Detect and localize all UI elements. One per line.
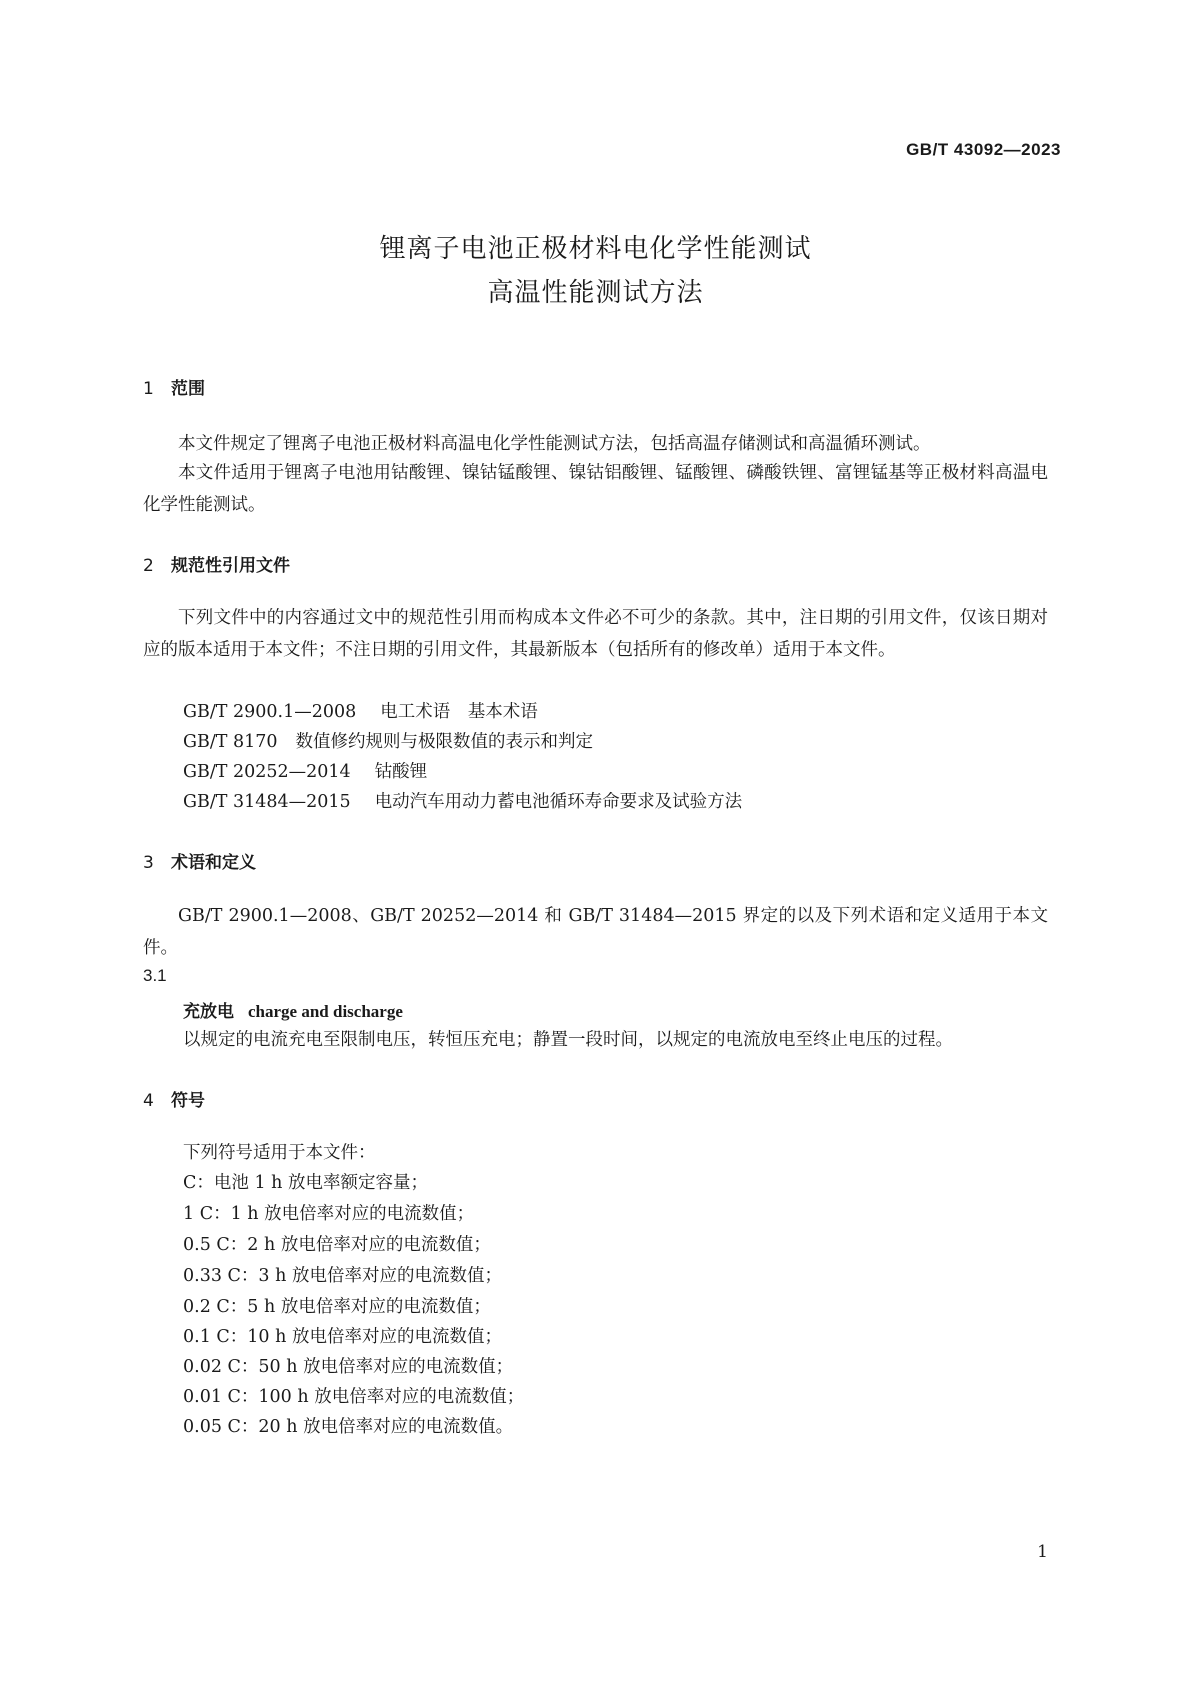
- symbol-item: 0.05 C：20 h 放电倍率对应的电流数值。: [183, 1417, 514, 1437]
- reference-title: 电动汽车用动力蓄电池循环寿命要求及试验方法: [374, 792, 743, 812]
- reference-title: 电工术语 基本术语: [380, 702, 538, 722]
- section-2-heading: [143, 551, 290, 576]
- reference-code: GB/T 2900.1—2008: [183, 702, 357, 722]
- section-4-heading: [143, 1086, 205, 1111]
- section-title: 规范性引用文件: [171, 556, 290, 576]
- symbol-item: C：电池 1 h 放电率额定容量；: [183, 1173, 428, 1193]
- section-number: 3: [143, 853, 154, 873]
- document-title-line2: 高温性能测试方法: [487, 278, 704, 308]
- section-1-heading: [143, 374, 205, 399]
- reference-code: GB/T 20252—2014: [183, 762, 351, 782]
- standard-number: GB/T 43092—2023: [906, 140, 1061, 159]
- term-chinese: 充放电: [183, 1002, 234, 1022]
- section-title: 符号: [171, 1091, 205, 1111]
- symbol-item: 0.5 C：2 h 放电倍率对应的电流数值；: [183, 1235, 491, 1255]
- symbol-item: 0.1 C：10 h 放电倍率对应的电流数值；: [183, 1327, 502, 1347]
- symbol-item: 0.2 C：5 h 放电倍率对应的电流数值；: [183, 1297, 491, 1317]
- reference-title: 钴酸锂: [374, 762, 428, 782]
- section-title: 术语和定义: [171, 853, 256, 873]
- document-title-line1: 锂离子电池正极材料电化学性能测试: [379, 234, 812, 264]
- paragraph: GB/T 2900.1—2008、GB/T 20252—2014 和 GB/T 31484—2015 界定的以及下列术语和定义适用于本文件。: [143, 906, 1048, 958]
- symbol-item: 0.33 C：3 h 放电倍率对应的电流数值；: [183, 1266, 502, 1286]
- paragraph: 下列文件中的内容通过文中的规范性引用而构成本文件必不可少的条款。其中，注日期的引用文件，仅该日期对应的版本适用于本文件；不注日期的引用文件，其最新版本（包括所有的修改单）适用于本文件。: [143, 608, 1048, 660]
- reference-item: [183, 788, 742, 813]
- section-number: 2: [143, 556, 154, 576]
- reference-item: [183, 698, 538, 723]
- clause-number: 3.1: [143, 966, 167, 985]
- term-entry: [183, 997, 403, 1022]
- section-number: 1: [143, 379, 154, 399]
- term-english: charge and discharge: [248, 1002, 403, 1021]
- section-number: 4: [143, 1091, 154, 1111]
- reference-code: GB/T 8170: [183, 732, 278, 752]
- page-number: 1: [1037, 1542, 1048, 1562]
- section-3-heading: [143, 848, 256, 873]
- symbol-item: 1 C：1 h 放电倍率对应的电流数值；: [183, 1204, 475, 1224]
- reference-item: [183, 728, 593, 753]
- symbols-intro: 下列符号适用于本文件：: [183, 1143, 376, 1163]
- reference-title: 数值修约规则与极限数值的表示和判定: [295, 732, 594, 752]
- paragraph: 本文件适用于锂离子电池用钴酸锂、镍钴锰酸锂、镍钴铝酸锂、锰酸锂、磷酸铁锂、富锂锰基等正极材料高温电化学性能测试。: [143, 463, 1048, 515]
- section-title: 范围: [171, 379, 205, 399]
- symbol-item: 0.01 C：100 h 放电倍率对应的电流数值；: [183, 1387, 525, 1407]
- term-definition: 以规定的电流充电至限制电压，转恒压充电；静置一段时间，以规定的电流放电至终止电压的过程。: [183, 1030, 953, 1050]
- paragraph: 本文件规定了锂离子电池正极材料高温电化学性能测试方法，包括高温存储测试和高温循环测试。: [178, 434, 931, 454]
- symbol-item: 0.02 C：50 h 放电倍率对应的电流数值；: [183, 1357, 514, 1377]
- reference-code: GB/T 31484—2015: [183, 792, 351, 812]
- reference-item: [183, 758, 427, 783]
